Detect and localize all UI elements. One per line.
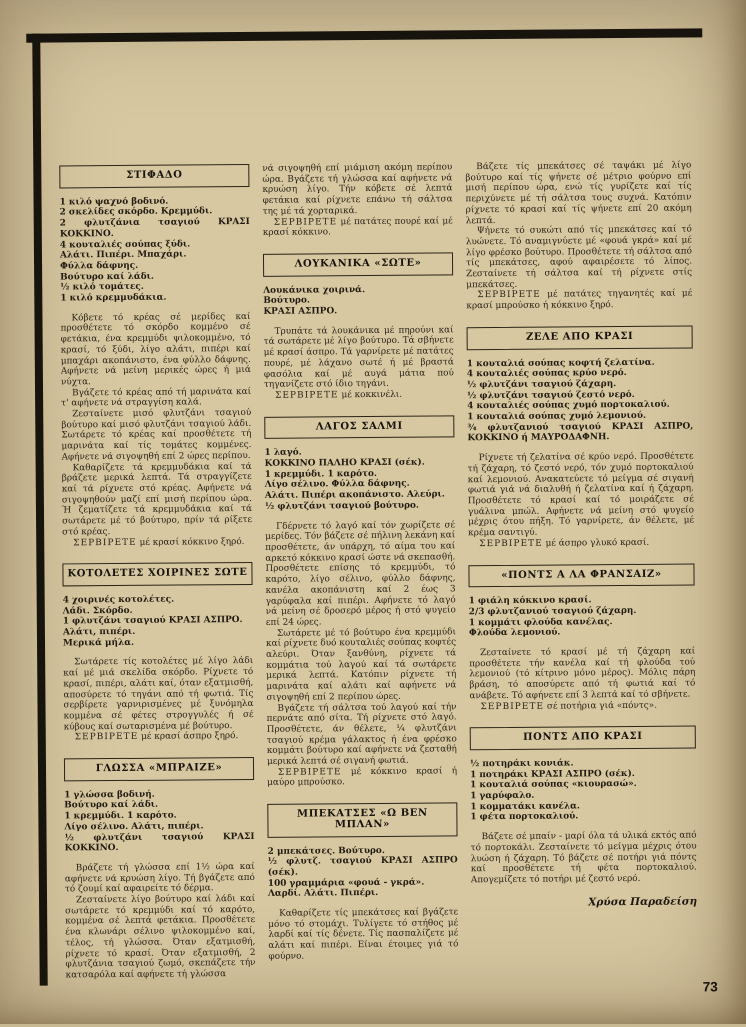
ingredient-line: Αλάτι. Πιπέρι ακοπάνιστο. Αλεύρι.	[264, 489, 445, 502]
ingredients-list	[467, 357, 694, 444]
serve-line	[469, 700, 695, 712]
serve-line	[267, 766, 457, 789]
recipe-step: Κόβετε τό κρέας σέ μερίδες καί προσθέτετε τό σκόρδο κομμένο σέ φετάκια, ένα κρεμμύδι ψιλοκομμένο, τό κρασί, τό ξύδι, λίγο αλάτι, πιπέρι καί μπαχάρι ακοπάνιστο, ένα φύλλο δάφνης. Αφήνετε νά μείνη μερικές ώρες ή μιά νύχτα.	[60, 311, 251, 388]
recipe-title: ΛΟΥΚΑΝΙΚΑ «ΣΩΤΕ»	[263, 252, 453, 276]
column-left	[59, 164, 255, 981]
ingredient-line: ½ κιλό τομάτες.	[60, 282, 144, 293]
ingredient-line: Μερικά μήλα.	[62, 637, 135, 649]
ingredient-line: Φύλλα δάφνης.	[60, 260, 139, 272]
recipe-step: Καθαρίζετε τίς μπεκάτσες καί βγάζετε μόνο τό στομάχι. Τυλίγετε τό στήθος μέ λαρδί καί τίς δένετε. Τίς πασπαλίζετε μέ αλάτι καί πιπέρι. Είναι έτοιμες γιά τό φούρνο.	[268, 907, 459, 962]
serve-line	[263, 216, 453, 239]
recipe-steps	[264, 325, 455, 401]
serve-text: μέ κρασί κόκκινο ξηρό.	[139, 536, 245, 548]
serve-label: ΣΕΡΒΙΡΕΤΕ	[480, 701, 545, 712]
ingredient-line: Λίγο σέλινο. Αλάτι, πιπέρι.	[64, 821, 204, 833]
recipe-step: Τρυπάτε τά λουκάνικα μέ πηρούνι καί τά σωτάρετε μέ λίγο βούτυρο. Τά σβήνετε μέ κρασί άσπρο. Τά γαρνίρετε μέ πατάτες πουρέ, μέ λάχανο σωτέ ή μέ βραστά φασόλια καί μέ αυγά μάτια πού τηγανίζετε στό ίδιο τηγάνι.	[263, 325, 454, 391]
column-right	[465, 160, 697, 977]
recipe-step: Ζεσταίνετε τό κρασί μέ τή ζάχαρη καί προσθέτετε τήν κανέλα καί τή φλούδα τού λεμονιού (τό κίτρινο μόνο μέρος). Μόλις πάρη βράση, τό αποσύρετε από τή φωτιά καί τό ανάβετε. Τό αφήνετε επί 3 λεπτά καί τό σβήνετε.	[469, 646, 696, 702]
ingredient-line: Λίγο σέλινο. Φύλλα δάφνης.	[264, 479, 410, 491]
serve-line	[64, 731, 254, 743]
recipe-step: Ψήνετε τό συκώτι από τίς μπεκάτσες καί τό λυώνετε. Τό αναμιγνύετε μέ «φουά γκρά» καί μέ λίγο φρέσκο βούτυρο. Προσθέτετε τή σάλτσα από τίς μπεκάτσες, αφού αφαιρέσετε τό λίπος. Ζεσταίνετε τή σάλτσα καί τή ρίχνετε στίς μπεκάτσες.	[465, 224, 693, 290]
ingredient-line: Βούτυρο καί λάδι.	[64, 800, 159, 811]
ingredient-line: 2 φλυτζάνια τσαγιού ΚΡΑΣΙ ΚΟΚΚΙΝΟ.	[59, 217, 250, 240]
recipe-step: Βγάζετε τή σάλτσα τού λαγού καί τήν περνάτε από σίτα. Τή ρίχνετε στό λαγό. Προσθέτετε, άν θέλετε, ¼ φλυτζάνι τσαγιού κρέμα γάλακτος ή ένα φρέσκο κομμάτι βούτυρο καί αφήνετε νά ζεσταθή μερικά λεπτά σέ σιγανή φωτιά.	[266, 701, 457, 767]
ingredient-line: ½ φλυτζάνι τσαγιού βούτυρο.	[264, 500, 420, 512]
ingredient-line: 1 φέτα πορτοκαλιού.	[470, 811, 579, 823]
author-signature: Χρύσα Παραδείση	[588, 895, 698, 908]
serve-label: ΣΕΡΒΙΡΕΤΕ	[74, 732, 139, 743]
page-content	[59, 160, 697, 981]
recipe-glossa	[64, 757, 256, 981]
recipe-bekatses	[267, 803, 458, 963]
ingredient-line: 1 γαρύφαλο.	[470, 790, 535, 802]
recipe-lagos	[264, 415, 457, 789]
ingredients-list	[63, 594, 253, 649]
recipe-step: Βράζετε τή γλώσσα επί 1½ ώρα καί αφήνετε νά κρυώση λίγο. Τή βγάζετε από τό ζουμί καί αφαιρείτε τό δέρμα.	[64, 861, 255, 895]
recipe-step: Καθαρίζετε τά κρεμμυδάκια καί τά βράζετε μερικά λεπτά. Τά στραγγίζετε καί τά ρίχνετε στό κρέας. Αφήνετε νά σιγοψηθούν μαζί επί μισή περίπου ώρα. Ή ζεματίζετε τά κρεμμυδάκια καί τά σωτάρετε μέ τό βούτυρο, πρίν τά ρίξετε στό κρέας.	[61, 461, 253, 538]
ingredient-line: 1 ποτηράκι ΚΡΑΣΙ ΑΣΠΡΟ (σέκ).	[470, 768, 635, 780]
recipe-title: ΛΑΓΟΣ ΣΑΛΜΙ	[264, 415, 454, 439]
recipe-title: ΣΤΙΦΑΔΟ	[59, 164, 249, 188]
ingredient-line: 1 κουταλιά σούπας «κιουρασώ».	[470, 779, 637, 791]
column-middle	[262, 162, 458, 979]
serve-text: μέ πατάτες πουρέ καί μέ κρασί κόκκινο.	[262, 215, 453, 239]
ingredients-list	[60, 196, 251, 305]
ingredient-line: 1 κουταλιά σούπας χυμό λεμονιού.	[467, 410, 647, 423]
ingredient-line: Λάδι. Σκόρδο.	[62, 605, 133, 617]
recipe-step: Βάζετε τίς μπεκάτσες σέ ταψάκι μέ λίγο βούτυρο καί τίς ψήνετε σέ μέτριο φούρνο επί μισή περίπου ώρα, ενώ τίς γυρίζετε καί τίς περιχύνετε μέ τή σάλτσα τους συχνά. Κατόπιν ρίχνετε τό κρασί καί τίς ψήνετε επί 20 ακόμη λεπτά.	[465, 160, 692, 226]
serve-label: ΣΕΡΒΙΡΕΤΕ	[278, 767, 342, 778]
recipe-ponts-fransaiz	[468, 563, 695, 713]
recipe-title: «ΠΟΝΤΣ Α ΛΑ ΦΡΑΝΣΑΙΖ»	[468, 563, 694, 587]
ingredients-list	[268, 845, 458, 900]
ingredient-line: 2 σκελίδες σκόρδο. Κρεμμύδι.	[59, 206, 213, 218]
ingredient-line: 1 κομματάκι κανέλα.	[470, 801, 581, 812]
recipe-zele	[467, 325, 695, 549]
recipe-steps	[265, 520, 457, 789]
recipe-step: Ζεσταίνετε λίγο βούτυρο καί λάδι καί σωτάρετε τό κρεμμύδι καί τό καρότο, κομμένα σέ λεπτά φετάκια. Προσθέτετε ένα κλωνάρι σέλινο ψιλοκομμένο καί, τέλος, τή γλώσσα. Όταν εξατμισθή, ρίχνετε τό κρασί. Όταν εξατμισθή, 2 φλυτζάνια τσαγιού ζωμό, σκεπάζετε τήν κατσαρόλα καί αφήνετε τή γλώσσα	[65, 894, 256, 981]
ingredient-line: 1 κιλό κρεμμυδάκια.	[60, 292, 167, 304]
serve-text: μέ πατάτες τηγανητές καί μέ κρασί μπρούσκο ή κόκκινο ξηρό.	[466, 288, 693, 312]
ingredient-line: 1 γλώσσα βοδινή.	[64, 789, 155, 801]
recipe-step: Βγάζετε τό κρέας από τή μαρινάτα καί τ' αφήνετε νά στραγγίση καλά.	[61, 386, 252, 409]
serve-text: μέ κρασί άσπρο ξηρό.	[141, 731, 239, 743]
recipe-loukanika	[263, 252, 454, 401]
recipe-steps	[268, 907, 458, 962]
ingredient-line: ΚΡΑΣΙ ΑΣΠΡΟ.	[263, 306, 338, 317]
ingredient-line: 100 γραμμάρια «φουά - γκρά».	[267, 877, 425, 889]
ingredient-line: 1 κιλό ψαχνό βοδινό.	[59, 196, 169, 208]
serve-line	[466, 289, 692, 312]
serve-label: ΣΕΡΒΙΡΕΤΕ	[73, 537, 137, 548]
recipe-step: Ρίχνετε τή ζελατίνα σέ κρύο νερό. Προσθέτετε τή ζάχαρη, τό ζεστό νερό, τόν χυμό πορτοκαλιού καί λεμονιού. Ανακατεύετε τό μείγμα σέ σιγανή φωτιά γιά νά διαλυθή ή ζελατίνα καί ή ζάχαρη. Προσθέτετε τό κρασί καί τό μοιράζετε σέ γυάλινα μπώλ. Αφήνετε νά μείνη στό ψυγείο μέχρις ότου πήξη. Τό γαρνίρετε, άν θέλετε, μέ κρέμα σαντιγύ.	[467, 451, 695, 539]
serve-text: σέ ποτήρια γιά «πόντς».	[546, 700, 658, 712]
recipe-steps	[262, 162, 453, 238]
recipe-steps	[468, 452, 695, 550]
ingredient-line: Αλάτι, πιπέρι.	[62, 626, 136, 638]
serve-label: ΣΕΡΒΙΡΕΤΕ	[477, 290, 541, 301]
ingredient-line: 1 φλυτζάνι τσαγιού ΚΡΑΣΙ ΑΣΠΡΟ.	[62, 615, 243, 627]
recipe-steps	[465, 160, 692, 312]
ingredient-line: Φλούδα λεμονιού.	[468, 627, 561, 639]
ingredients-list	[470, 757, 696, 823]
recipe-step: νά σιγοψηθή επί μιάμιση ακόμη περίπου ώρα. Βγάζετε τή γλώσσα καί αφήνετε νά κρυώση λίγο. Τήν κόβετε σέ λεπτά φετάκια καί ρίχνετε επάνω τή σάλτσα της μέ τά χορταρικά.	[262, 162, 453, 217]
ingredient-line: ½ φλυτζάνι τσαγιού ζάχαρη.	[466, 379, 617, 391]
recipe-glossa-continued	[262, 162, 453, 238]
recipe-title: ΚΟΤΟΛΕΤΕΣ ΧΟΙΡΙΝΕΣ ΣΩΤΕ	[62, 562, 252, 586]
recipe-steps	[63, 656, 254, 743]
ingredients-list	[264, 447, 454, 513]
ingredient-line: 4 κουταλιές σούπας κρύο νερό.	[466, 368, 627, 380]
recipe-steps	[471, 831, 697, 886]
serve-line	[468, 537, 694, 549]
left-rule	[32, 34, 47, 986]
ingredient-line: 4 κουταλιές σούπας ξύδι.	[59, 238, 191, 250]
recipe-steps	[60, 312, 252, 549]
ingredient-line: Λουκάνικα χοιρινά.	[263, 284, 366, 296]
recipe-step: Σωτάρετε τίς κοτολέτες μέ λίγο λάδι καί μέ μιά σκελίδα σκόρδο. Ρίχνετε τό κρασί, πιπέρι, αλάτι καί, όταν εξατμισθή, αποσύρετε τό τηγάνι από τή φωτιά. Τίς σερβίρετε γαρνιρισμένες μέ ξυνόμηλα κομμένα σέ φέτες στρογγυλές ή σέ κύβους καί σωταρισμένα μέ βούτυρο.	[63, 656, 254, 733]
recipe-stifado	[59, 164, 252, 549]
recipe-title: ΖΕΛΕ ΑΠΟ ΚΡΑΣΙ	[467, 325, 693, 349]
ingredient-line: ΚΟΚΚΙΝΟ ΠΑΛΗΟ ΚΡΑΣΙ (σέκ).	[264, 457, 425, 469]
ingredient-line: Βούτυρο καί λάδι.	[60, 271, 155, 283]
recipe-ponts-krasi	[470, 726, 697, 886]
page-number: 73	[702, 979, 718, 995]
ingredient-line: 4 κουταλιές σούπας χυμό πορτοκαλιού.	[467, 400, 670, 412]
ingredient-line: ½ φλυτζ. τσαγιού ΚΡΑΣΙ ΑΣΠΡΟ (σέκ).	[267, 855, 458, 878]
serve-label: ΣΕΡΒΙΡΕΤΕ	[479, 538, 543, 549]
ingredient-line: 1 λαγό.	[264, 447, 302, 459]
ingredient-line: 2/3 φλυτζανιού τσαγιού ζάχαρη.	[468, 605, 637, 618]
ingredient-line: 1 κρεμμύδι. 1 καρότο.	[264, 468, 378, 480]
ingredient-line: 4 χοιρινές κοτολέτες.	[62, 594, 175, 606]
ingredient-line: 1 κουταλιά σούπας κοφτή ζελατίνα.	[466, 357, 655, 369]
ingredient-line: Βούτυρο.	[263, 295, 311, 307]
ingredient-line: ½ ποτηράκι κονιάκ.	[469, 758, 574, 770]
ingredient-line: ½ φλυτζάνι τσαγιού ΚΡΑΣΙ ΚΟΚΚΙΝΟ.	[64, 831, 255, 854]
recipe-steps	[65, 862, 256, 981]
recipe-title: ΠΟΝΤΣ ΑΠΟ ΚΡΑΣΙ	[470, 726, 696, 750]
ingredient-line: 2 μπεκάτσες. Βούτυρο.	[267, 845, 385, 857]
ingredient-line: 1 φιάλη κόκκινο κρασί.	[468, 595, 592, 607]
ingredient-line: ¾ φλυτζανιού τσαγιού ΚΡΑΣΙ ΑΣΠΡΟ, ΚΟΚΚΙΝΟ ή ΜΑΥΡΟΔΑΦΝΗ.	[467, 421, 694, 444]
ingredients-list	[64, 789, 254, 855]
serve-text: μέ άσπρο γλυκό κρασί.	[545, 537, 650, 549]
serve-text: μέ κοκκινέλι.	[341, 389, 403, 401]
serve-label: ΣΕΡΒΙΡΕΤΕ	[275, 390, 339, 401]
recipe-steps	[469, 646, 695, 712]
ingredient-line: 1 κομμάτι φλούδα κανέλας.	[468, 616, 613, 628]
recipe-kotoletes	[62, 562, 253, 743]
serve-line	[264, 389, 454, 401]
serve-line	[62, 536, 252, 548]
recipe-step: Σωτάρετε μέ τό βούτυρο ένα κρεμμύδι καί ρίχνετε δυό κουταλιές σούπας κοφτές αλεύρι. Όταν ξανθύνη, ρίχνετε τά κομμάτια τού λαγού καί τά σωτάρετε μερικά λεπτά. Κατόπιν ρίχνετε τή μαρινάτα καί αλάτι καί αφήνετε νά σιγοψηθή επί 2 περίπου ώρες.	[265, 626, 457, 703]
ingredient-line: Αλάτι. Πιπέρι. Μπαχάρι.	[59, 249, 187, 261]
recipe-step: Ζεσταίνετε μισό φλυτζάνι τσαγιού βούτυρο καί μισό φλυτζάνι τσαγιού λάδι. Σωτάρετε τό κρέας καί προσθέτετε τή μαρινάτα καί τίς τομάτες κομμένες. Αφήνετε νά σιγοψηθή επί 2 ώρες περίπου.	[61, 408, 252, 463]
recipe-title: ΓΛΩΣΣΑ «ΜΠΡΑΙΖΕ»	[64, 757, 254, 781]
top-rule	[26, 28, 702, 42]
ingredients-list	[263, 284, 453, 318]
recipe-step: Βάζετε σέ μπαίν - μαρί όλα τά υλικά εκτός από τό πορτοκάλι. Ζεσταίνετε τό μείγμα μέχρις ότου λυώση ή ζάχαρη. Τό βάζετε σέ ποτήρι γιά πόντς καί προσθέτετε τή φέτα πορτοκαλιού. Απογεμίζετε τό ποτήρι μέ ζεστό νερό.	[470, 830, 697, 886]
recipe-step: Γδέρνετε τό λαγό καί τόν χωρίζετε σέ μερίδες. Τόν βάζετε σέ πήλινη λεκάνη καί προσθέτετε, άν υπάρχη, τό αίμα του καί αρκετό κόκκινο κρασί ώστε νά σκεπασθή. Προσθέτετε επίσης τό κρεμμύδι, τό καρότο, λίγο σέλινο, φύλλο δάφνης, κανέλα ακοπάνιστη καί 2 έως 3 γαρύφαλα καί πιπέρι. Αφήνετε τό λαγό νά μείνη σέ δροσερό μέρος ή στό ψυγείο επί 24 ώρες.	[265, 519, 456, 628]
ingredient-line: Λαρδί. Αλάτι. Πιπέρι.	[267, 888, 379, 900]
ingredient-line: ½ φλυτζάνι τσαγιού ζεστό νερό.	[467, 389, 635, 401]
ingredient-line: 1 κρεμμύδι. 1 καρότο.	[64, 810, 177, 822]
recipe-bekatses-continued	[465, 160, 692, 312]
recipe-title: ΜΠΕΚΑΤΣΕΣ «Ω ΒΕΝ ΜΠΛΑΝ»	[267, 803, 457, 838]
serve-label: ΣΕΡΒΙΡΕΤΕ	[273, 216, 338, 228]
serve-text: μέ κόκκινο κρασί ή μαύρο μπρούσκο.	[267, 766, 458, 789]
ingredients-list	[469, 595, 695, 640]
